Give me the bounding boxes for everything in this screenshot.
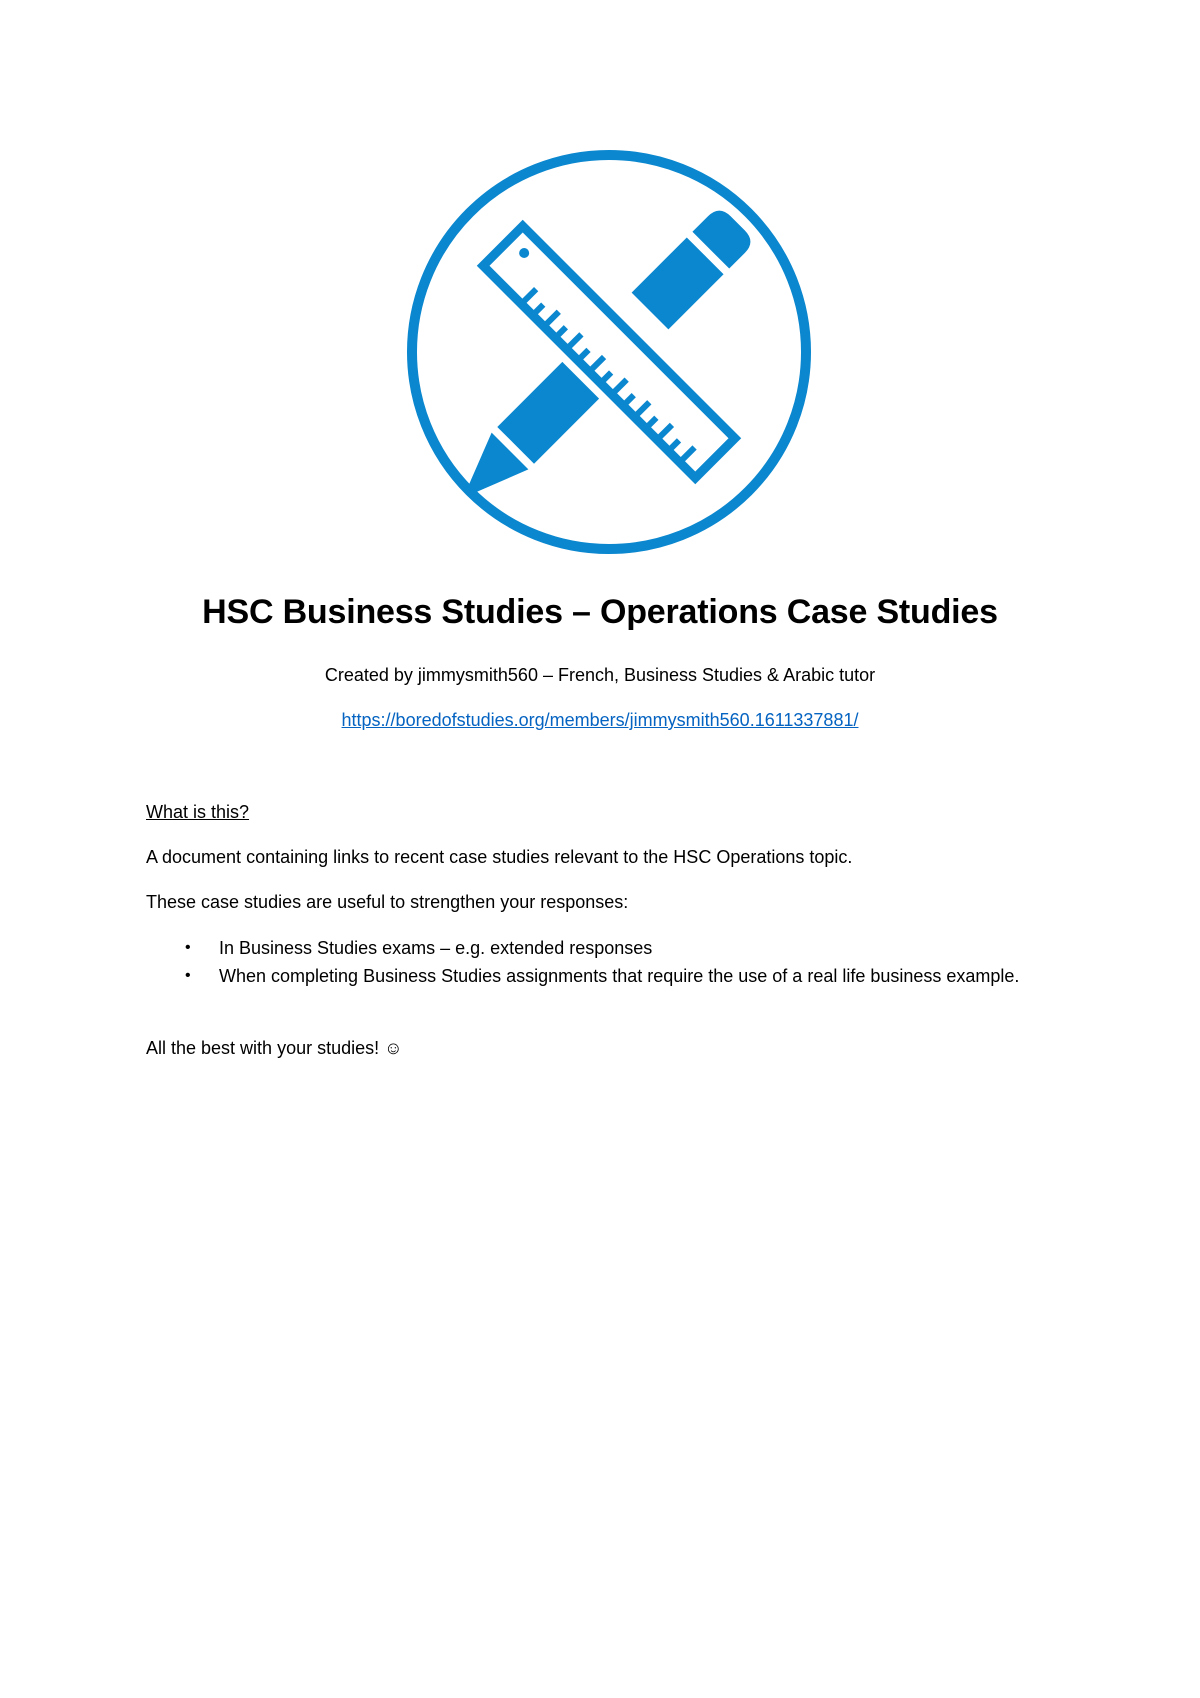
list-item bbox=[146, 962, 1046, 990]
list-item-text: In Business Studies exams – e.g. extended responses bbox=[219, 938, 653, 958]
list-item bbox=[146, 934, 1046, 962]
bullet-icon: • bbox=[185, 967, 191, 984]
closing-line: All the best with your studies! ☺ bbox=[146, 1038, 403, 1058]
bullet-list bbox=[146, 934, 1046, 990]
section-heading: What is this? bbox=[146, 802, 250, 822]
pencil-ruler-icon bbox=[405, 148, 813, 556]
author-link-line bbox=[0, 707, 1200, 733]
document-title: HSC Business Studies – Operations Case Studies bbox=[202, 593, 998, 631]
author-line: Created by jimmysmith560 – French, Business Studies & Arabic tutor bbox=[324, 665, 876, 685]
description-paragraph: A document containing links to recent case studies relevant to the HSC Operations topic. bbox=[146, 847, 853, 867]
list-item-text: When completing Business Studies assignments that require the use of a real life business example. bbox=[219, 966, 1020, 986]
logo bbox=[405, 148, 813, 556]
author-profile-link[interactable]: https://boredofstudies.org/members/jimmysmith560.1611337881/ bbox=[341, 710, 859, 730]
usefulness-paragraph: These case studies are useful to strengthen your responses: bbox=[146, 892, 629, 912]
bullet-icon: • bbox=[185, 939, 191, 956]
